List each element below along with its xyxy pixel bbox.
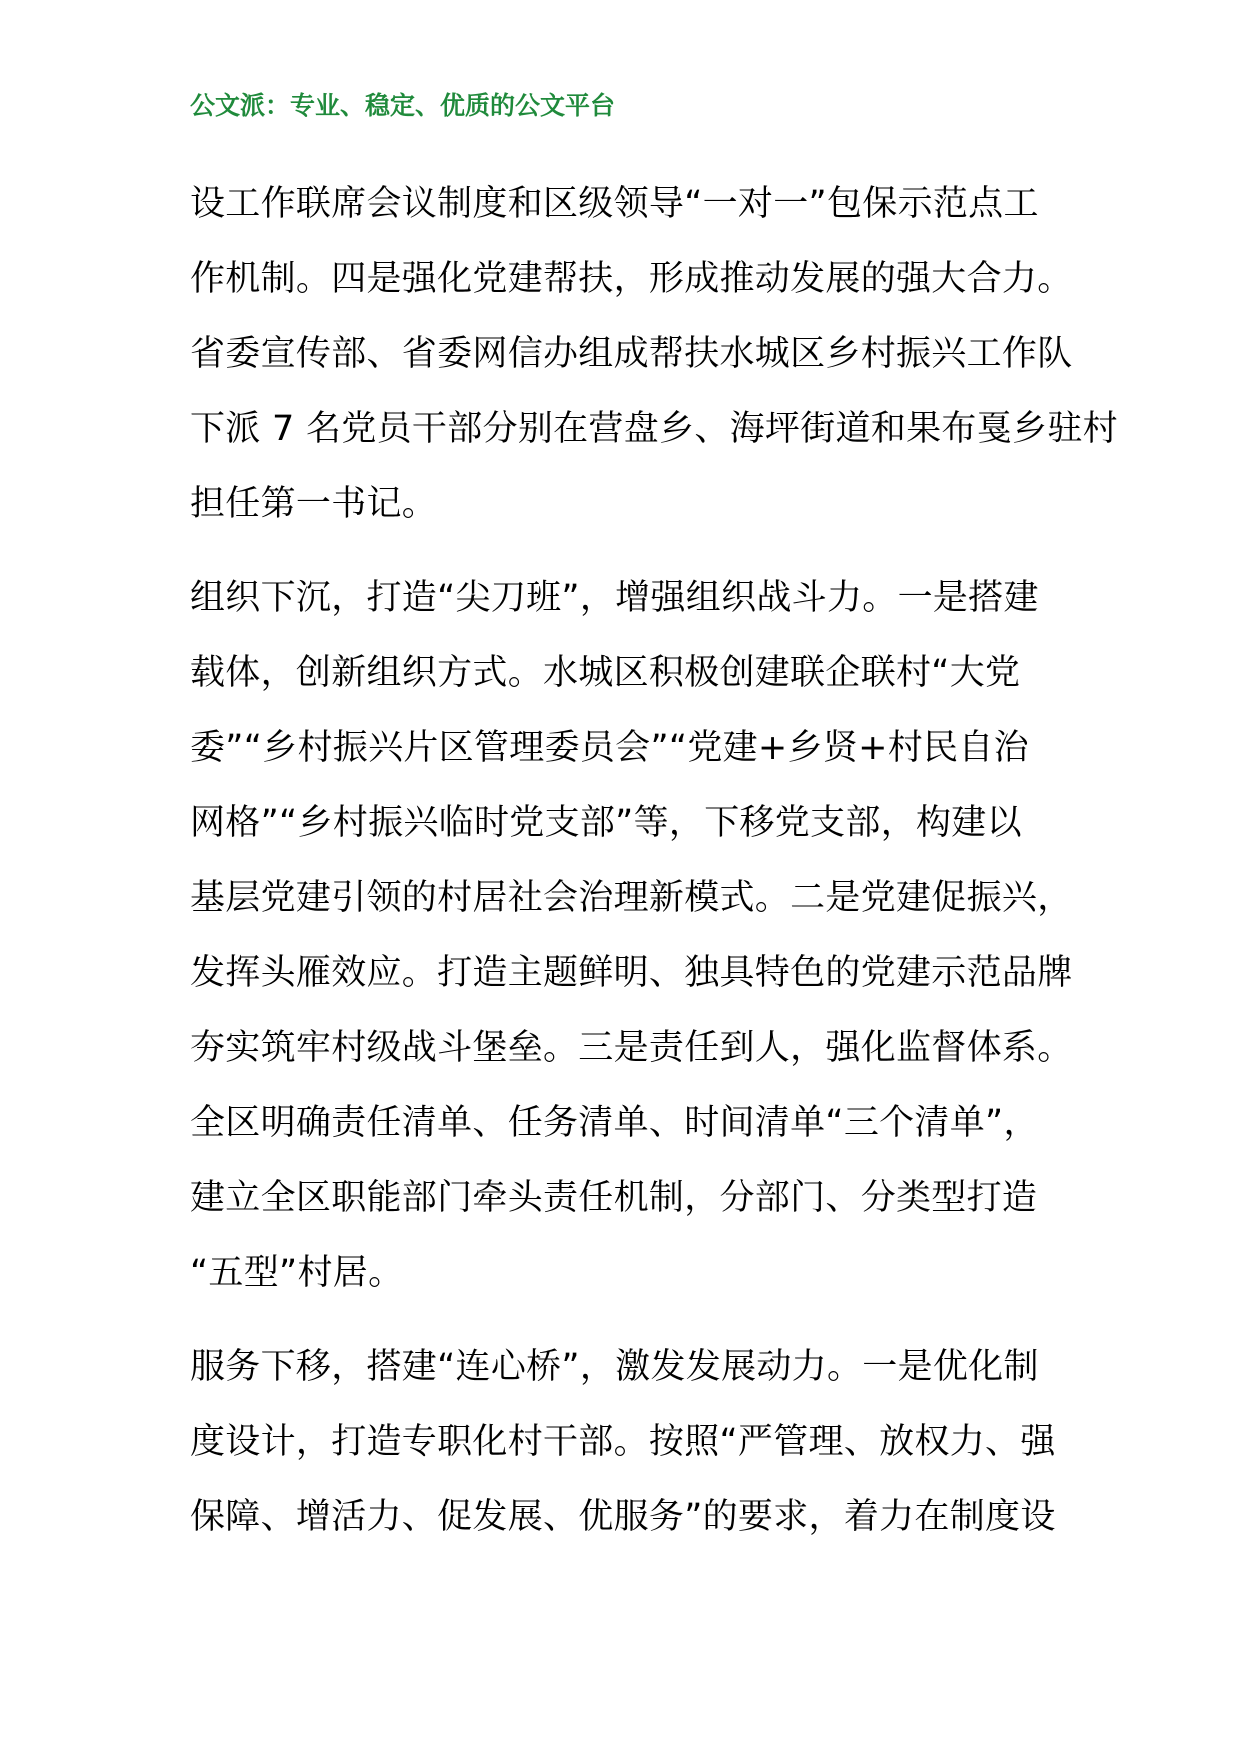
text-line: 载体，创新组织方式。水城区积极创建联企联村“大党	[190, 653, 1021, 693]
text-line: 组织下沉，打造“尖刀班”，增强组织战斗力。一是搭建	[190, 578, 1039, 618]
text-line: 全区明确责任清单、任务清单、时间清单“三个清单”，	[190, 1103, 1039, 1143]
text-line: 发挥头雁效应。打造主题鲜明、独具特色的党建示范品牌	[190, 953, 1073, 993]
text-line: “五型”村居。	[190, 1253, 404, 1293]
text-line: 设工作联席会议制度和区级领导“一对一”包保示范点工	[190, 184, 1039, 224]
text-line: 担任第一书记。	[190, 484, 438, 524]
text-line: 作机制。四是强化党建帮扶，形成推动发展的强大合力。	[190, 259, 1073, 299]
paragraph-1	[190, 167, 1118, 542]
text-line: 网格”“乡村振兴临时党支部”等，下移党支部，构建以	[190, 803, 1022, 843]
text-line: 度设计，打造专职化村干部。按照“严管理、放权力、强	[190, 1422, 1056, 1462]
text-line: 服务下移，搭建“连心桥”，激发发展动力。一是优化制	[190, 1347, 1039, 1387]
text-line: 下派 7 名党员干部分别在营盘乡、海坪街道和果布戛乡驻村	[190, 409, 1118, 449]
text-line: 保障、增活力、促发展、优服务”的要求，着力在制度设	[190, 1497, 1056, 1537]
paragraph-3	[190, 1330, 1060, 1555]
text-line: 委”“乡村振兴片区管理委员会”“党建+乡贤+村民自治	[190, 728, 1029, 768]
document-body	[190, 167, 1118, 1574]
text-line: 省委宣传部、省委网信办组成帮扶水城区乡村振兴工作队	[190, 334, 1073, 374]
text-line: 建立全区职能部门牵头责任机制，分部门、分类型打造	[190, 1178, 1038, 1218]
site-header: 公文派：专业、稳定、优质的公文平台	[190, 91, 616, 120]
text-line: 基层党建引领的村居社会治理新模式。二是党建促振兴，	[190, 878, 1073, 918]
paragraph-2	[190, 561, 1073, 1311]
text-line: 夯实筑牢村级战斗堡垒。三是责任到人，强化监督体系。	[190, 1028, 1073, 1068]
